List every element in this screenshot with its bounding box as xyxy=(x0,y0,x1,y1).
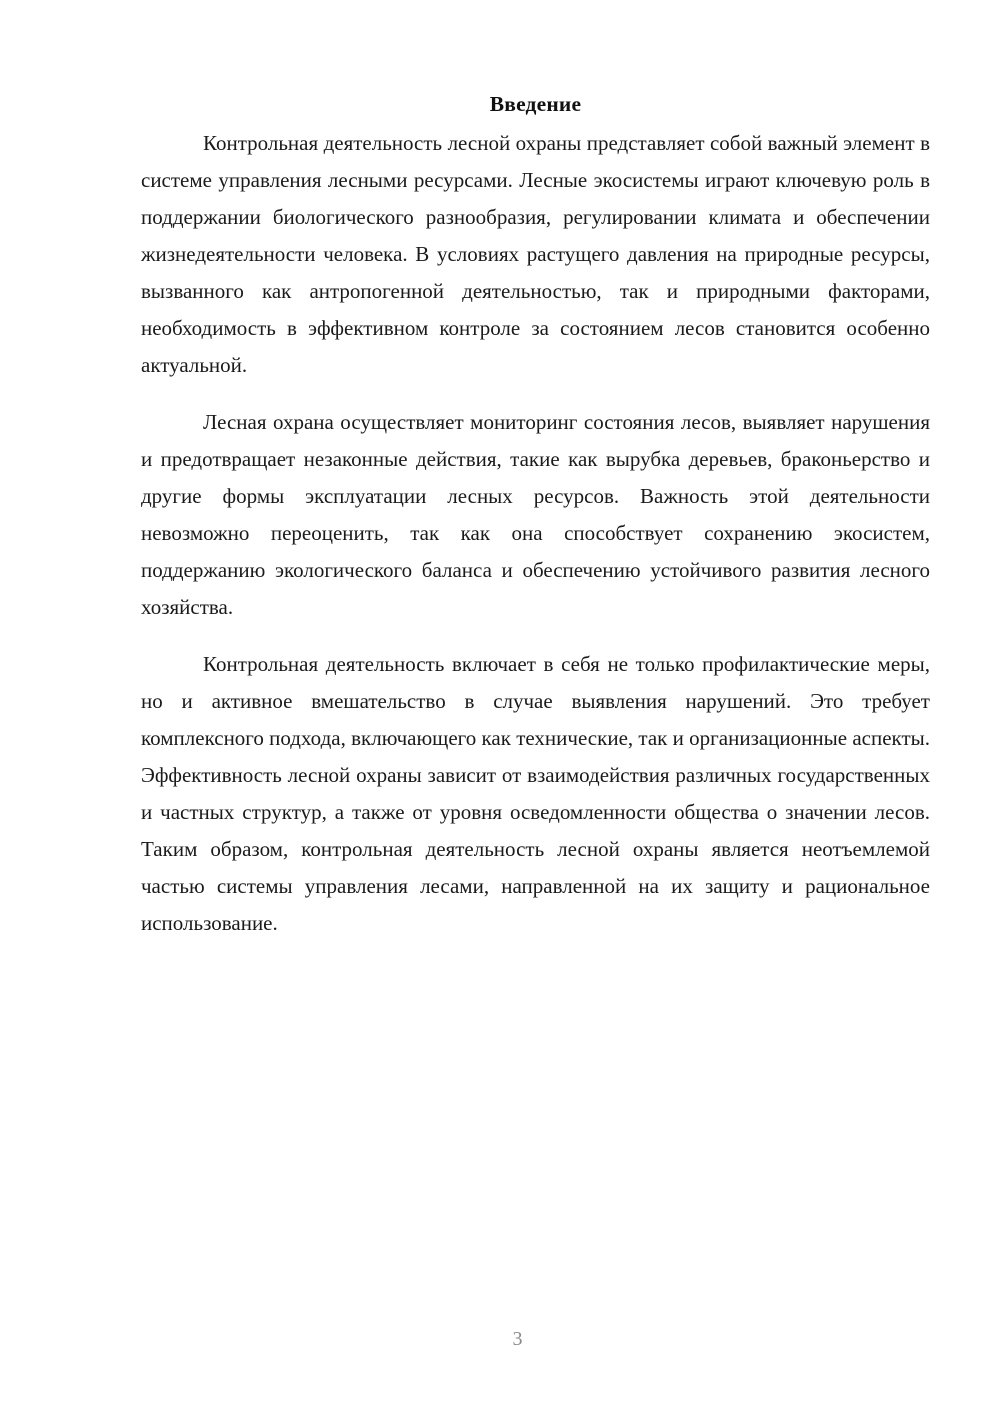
document-body xyxy=(141,86,930,942)
body-paragraph: Контрольная деятельность лесной охраны представляет собой важный элемент в системе управления лесными ресурсами. Лесные экосистемы играют ключевую роль в поддержании биологического разнообразия, регулировании климата и обеспечении жизнедеятельности человека. В условиях растущего давления на природные ресурсы, вызванного как антропогенной деятельностью, так и природными факторами, необходимость в эффективном контроле за состоянием лесов становится особенно актуальной. xyxy=(141,131,930,377)
page-number: 3 xyxy=(512,1328,523,1350)
body-paragraph: Лесная охрана осуществляет мониторинг состояния лесов, выявляет нарушения и предотвращает незаконные действия, такие как вырубка деревьев, браконьерство и другие формы эксплуатации лесных ресурсов. Важность этой деятельности невозможно переоценить, так как она способствует сохранению экосистем, поддержанию экологического баланса и обеспечению устойчивого развития лесного хозяйства. xyxy=(141,410,930,619)
page-title: Введение xyxy=(489,92,582,116)
body-paragraph: Контрольная деятельность включает в себя не только профилактические меры, но и активное вмешательство в случае выявления нарушений. Это требует комплексного подхода, включающего как технические, так и организационные аспекты. Эффективность лесной охраны зависит от взаимодействия различных государственных и частных структур, а также от уровня осведомленности общества о значении лесов. Таким образом, контрольная деятельность лесной охраны является неотъемлемой частью системы управления лесами, направленной на их защиту и рациональное использование. xyxy=(141,652,930,935)
